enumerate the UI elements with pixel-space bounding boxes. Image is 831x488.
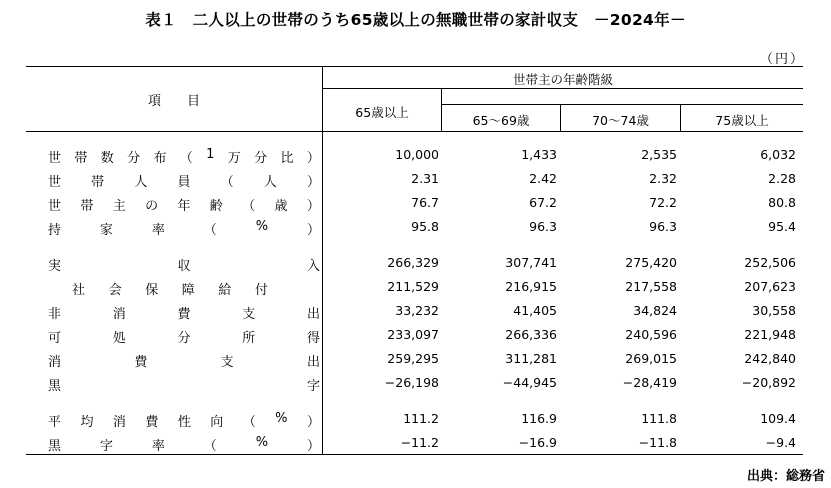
row-label: 非 消 費 支 出 [48, 307, 320, 322]
table-cell: −11.2 [400, 435, 439, 450]
table-cell: −9.4 [765, 435, 796, 450]
table-cell: 33,232 [395, 303, 439, 318]
subcolumn-rule [441, 104, 803, 105]
table-cell: 6,032 [760, 147, 796, 162]
table-cell: 41,405 [513, 303, 557, 318]
table-cell: 95.4 [768, 219, 796, 234]
unit-label: （円） [759, 52, 805, 67]
table-cell: 269,015 [625, 351, 677, 366]
table-cell: 217,558 [625, 279, 677, 294]
row-label: 社 会 保 障 給 付 [72, 283, 268, 298]
table-cell: 96.3 [529, 219, 557, 234]
table-cell: −16.9 [518, 435, 557, 450]
table-cell: −26,198 [384, 375, 439, 390]
table-cell: 30,558 [752, 303, 796, 318]
table-cell: 311,281 [505, 351, 557, 366]
table-cell: 307,741 [505, 255, 557, 270]
table-cell: 80.8 [768, 195, 796, 210]
table-cell: 2.31 [411, 171, 439, 186]
row-label: 平 均 消 費 性 向 （ % ） [48, 411, 320, 430]
row-label: 黒 字 [48, 379, 320, 394]
table-top-rule [26, 66, 803, 67]
row-label: 世 帯 数 分 布 （ 1 万 分 比 ） [48, 147, 320, 166]
table-cell: 259,295 [387, 351, 439, 366]
table-cell: 67.2 [529, 195, 557, 210]
age-group-header: 世帯主の年齢階級 [512, 72, 613, 87]
table-cell: 109.4 [760, 411, 796, 426]
table-cell: 111.8 [641, 411, 677, 426]
row-label: 可 処 分 所 得 [48, 331, 320, 346]
table-cell: 275,420 [625, 255, 677, 270]
source-note: 出典：総務省 [746, 469, 825, 484]
table-cell: −28,419 [622, 375, 677, 390]
table-cell: 72.2 [649, 195, 677, 210]
table-cell: −44,945 [502, 375, 557, 390]
table-cell: −11.8 [638, 435, 677, 450]
row-label: 実 収 入 [48, 259, 320, 274]
table-cell: 240,596 [625, 327, 677, 342]
table-cell: 1,433 [521, 147, 557, 162]
table-cell: 211,529 [387, 279, 439, 294]
table-cell: 2,535 [641, 147, 677, 162]
table-title: 表１ 二人以上の世帯のうち65歳以上の無職世帯の家計収支 －2024年－ [145, 11, 686, 29]
table-cell: −20,892 [741, 375, 796, 390]
item-header: 項 目 [147, 94, 200, 109]
table-cell: 266,329 [387, 255, 439, 270]
table-cell: 116.9 [521, 411, 557, 426]
header-bottom-rule [26, 131, 803, 132]
table-cell: 221,948 [744, 327, 796, 342]
table-cell: 216,915 [505, 279, 557, 294]
row-label: 世 帯 人 員 （ 人 ） [48, 175, 320, 190]
table-cell: 252,506 [744, 255, 796, 270]
table-cell: 76.7 [411, 195, 439, 210]
row-label: 持 家 率 （ % ） [48, 219, 320, 238]
table-cell: 266,336 [505, 327, 557, 342]
col-header-65plus: 65歳以上 [355, 105, 409, 120]
col-header-65-69: 65～69歳 [472, 113, 530, 128]
col-header-70-74: 70～74歳 [592, 113, 649, 128]
row-label: 黒 字 率 （ % ） [48, 435, 320, 454]
table-cell: 95.8 [411, 219, 439, 234]
table-cell: 10,000 [395, 147, 439, 162]
table-cell: 96.3 [649, 219, 677, 234]
item-column-divider [322, 66, 323, 454]
table-cell: 2.42 [529, 171, 557, 186]
row-label: 消 費 支 出 [48, 355, 320, 370]
table-bottom-rule [26, 454, 803, 455]
table-cell: 207,623 [744, 279, 796, 294]
table-cell: 233,097 [387, 327, 439, 342]
col-header-75plus: 75歳以上 [715, 113, 769, 128]
table-cell: 2.32 [649, 171, 677, 186]
group-header-rule [323, 88, 803, 89]
table-cell: 34,824 [633, 303, 677, 318]
table-cell: 2.28 [768, 171, 796, 186]
table-cell: 242,840 [744, 351, 796, 366]
row-label: 世 帯 主 の 年 齢 （ 歳 ） [48, 199, 320, 214]
table-cell: 111.2 [403, 411, 439, 426]
